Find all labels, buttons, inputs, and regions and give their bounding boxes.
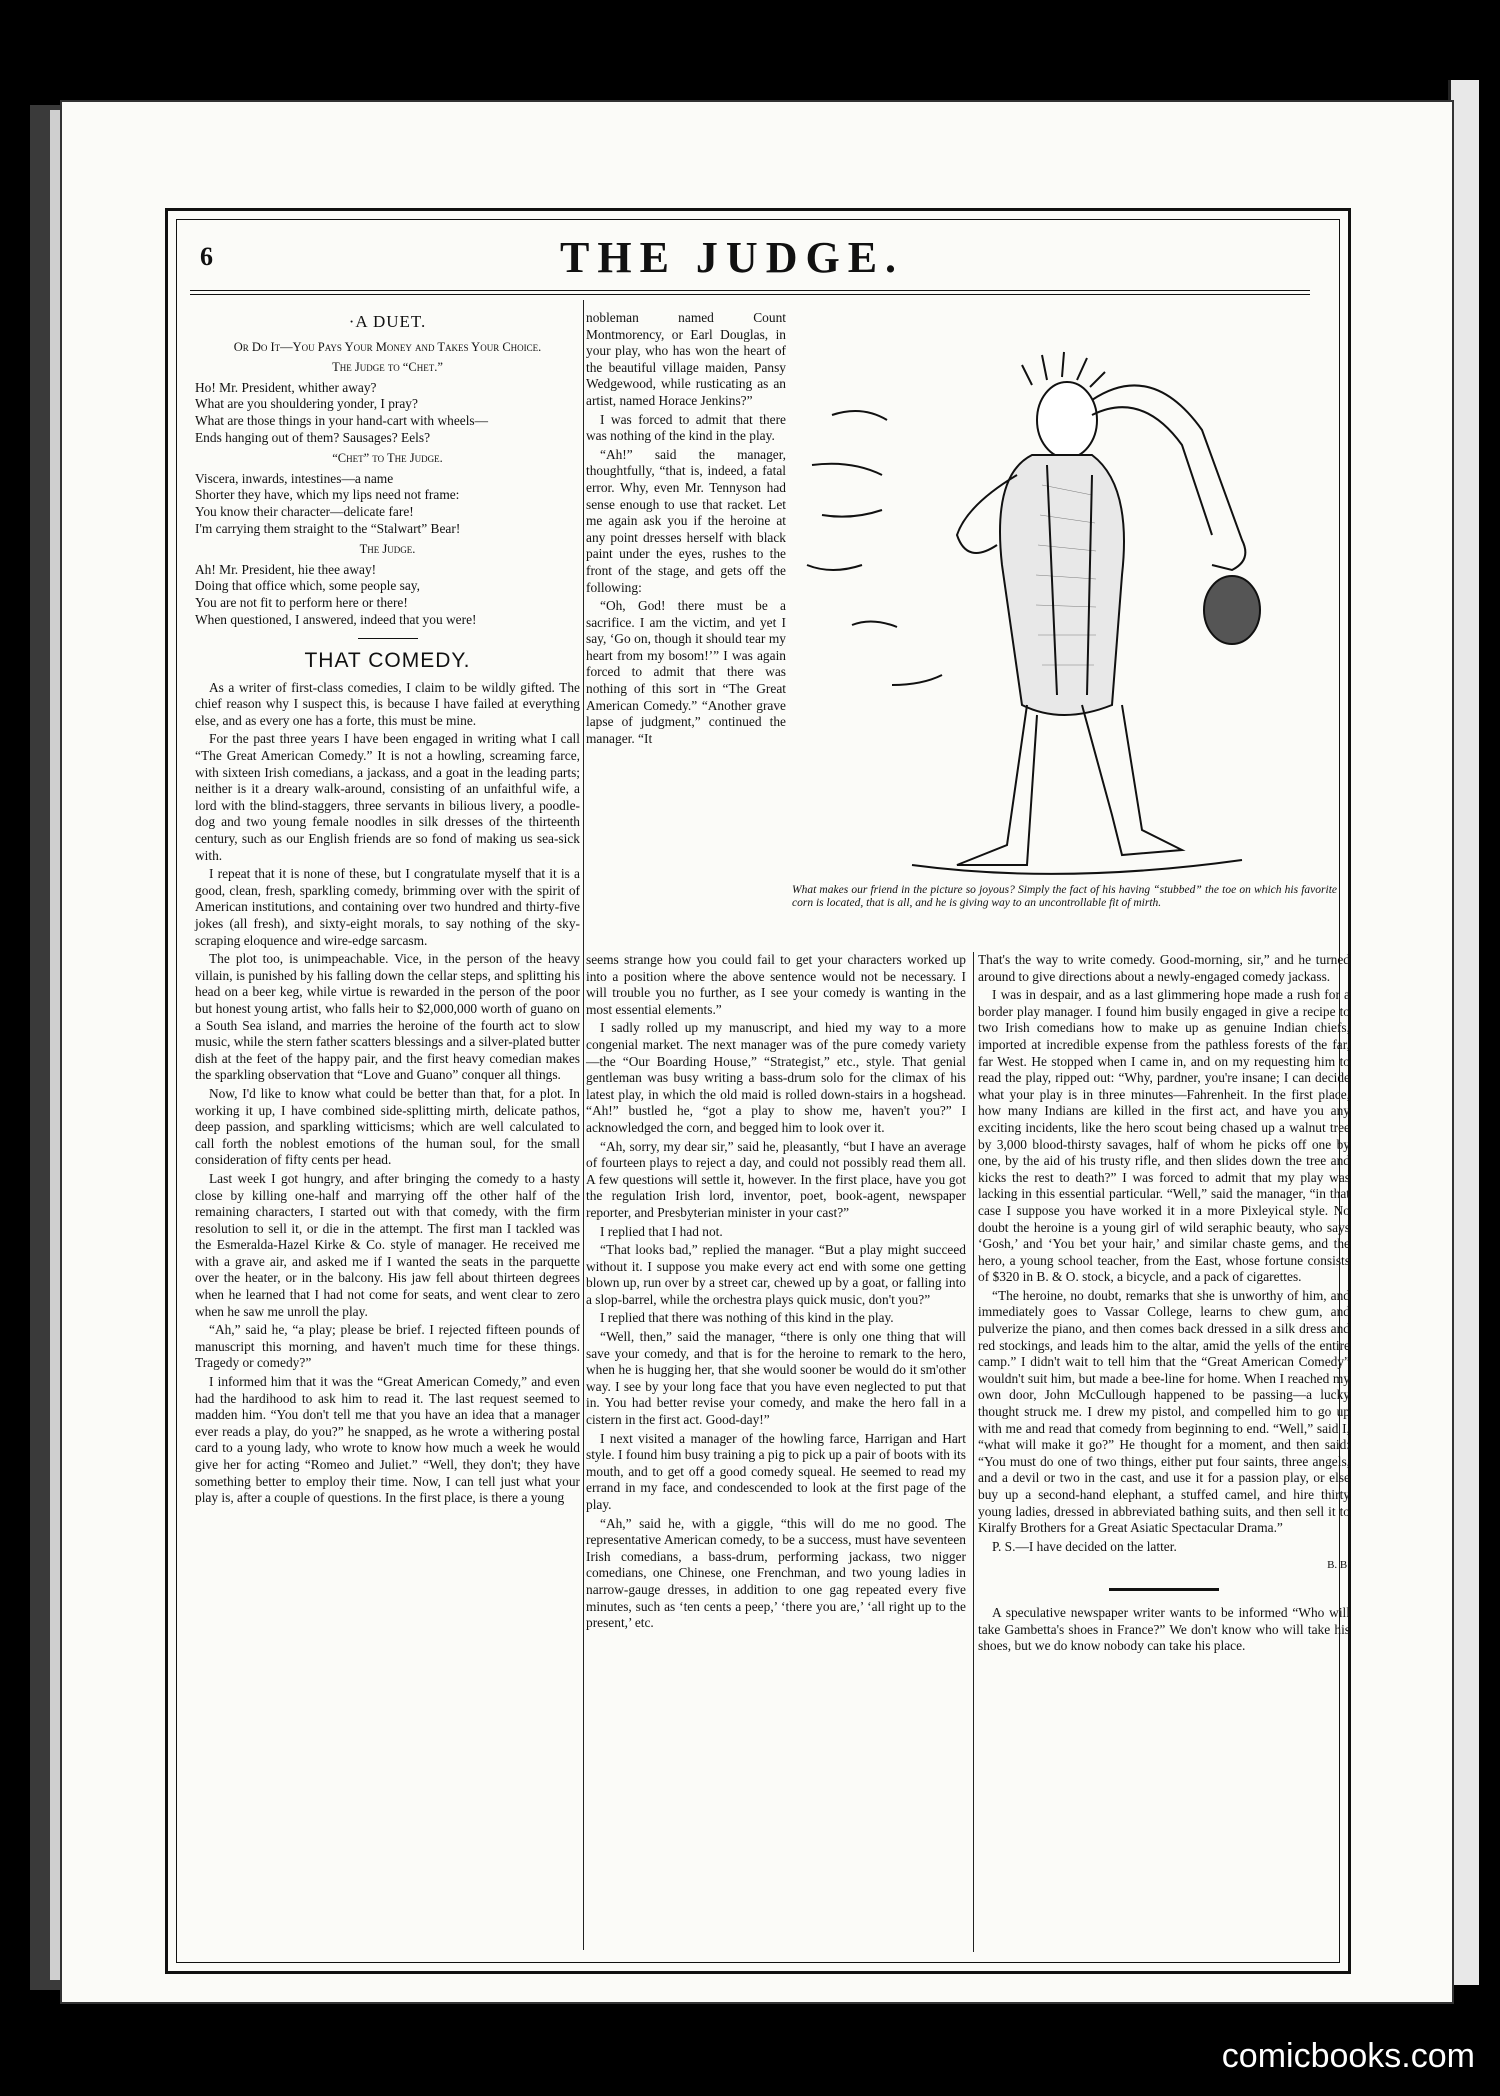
article-paragraph: “Well, then,” said the manager, “there is only one thing that will save your comedy, and that is for the heroine to remark to the hero, when he is hugging her, that she would sooner be would do it sm'other way. I see by your long face that you have even neglected to put that in. You had better revise your comedy, and make the hero fall in a cistern in the first act. Good-day!” xyxy=(586,1329,966,1428)
article-paragraph: “Ah, sorry, my dear sir,” said he, pleasantly, “but I have an average of fourteen plays to reject a day, and could not possibly read them all. A few questions will settle it, however. In the first place, have you got the regulation Irish lord, inventor, poet, book-agent, newspaper reporter, and Presbyterian minister in your cast?” xyxy=(586,1138,966,1220)
author-signature: B. B. xyxy=(1327,1559,1350,1572)
page-number: 6 xyxy=(200,242,213,271)
verse-line: Doing that office which, some people say, xyxy=(195,578,420,594)
verse-line: Shorter they have, which my lips need not frame: xyxy=(195,487,460,503)
verse-line: Viscera, inwards, intestines—a name xyxy=(195,470,394,486)
verse-line: What are those things in your hand-cart with wheels— xyxy=(195,412,489,428)
article-paragraph: For the past three years I have been engaged in writing what I call “The Great American Comedy.” It is not a howling, screaming farce, with sixteen Irish comedians, a jackass, and a goat in the leading parts; neither is it a dreary walk-around, consisting of an unfaithful wife, a lord with the blind-staggers, three servants in bilious livery, a poodle-dog and two young female noodles in silk dresses of the thirteenth century, such as our English friends are so fond of making us sea-sick with. xyxy=(195,731,580,863)
duet-part1-heading: The Judge to “Chet.” xyxy=(332,360,443,375)
article-paragraph: seems strange how you could fail to get your characters worked up into a position where the above sentence would not be necessary. I will trouble you no further, as I see your comedy is wanting in the most essential elements.” xyxy=(586,952,966,1017)
article-paragraph: “Oh, God! there must be a sacrifice. I am the victim, and yet I say, ‘Go on, though it should tear my heart from my bosom!’” I was again forced to admit that there was nothing of this sort in “The Great American Comedy.” “Another grave lapse of judgment,” continued the manager. “It xyxy=(586,598,786,746)
article-paragraph: As a writer of first-class comedies, I claim to be wildly gifted. The chief reason why I suspect this, is because I have failed at everything else, and as every one has a forte, this must be mine. xyxy=(195,679,580,728)
duet-part1-verse xyxy=(195,380,580,446)
duet-subtitle: Or Do It—You Pays Your Money and Takes Your Choice. xyxy=(233,339,542,354)
article-paragraph: “The heroine, no doubt, remarks that she is unworthy of him, and immediately goes to Vassar College, learns to chew gum, and pulverize the piano, and then comes back dressed in a silk dress and red stockings, and leads him to the altar, amid the yells of the entire camp.” I didn't wait to tell him that the “Great American Comedy” wouldn't suit him, but made a bee-line for home. When I reached my own door, John McCullough happened to be passing—a lucky thought struck me. I drew my pistol, and compelled him to go up with me and read that comedy from beginning to end. “Well,” said I, “what will make it go?” He thought for a moment, and then said: “You must do one of two things, either put four saints, three angels, and a devil or two in the cast, and use it for a passion play, or else buy up a second-hand elephant, a stuffed camel, and hire thirty young ladies, dressed in abbreviated bathing suits, and then sell it to Kiralfy Brothers for a Great Asiatic Spectacular Drama.” xyxy=(978,1287,1350,1536)
article-paragraph: Now, I'd like to know what could be better than that, for a plot. In working it up, I have combined side-splitting mirth, delicate pathos, deep passion, and sparkling witticisms; which are well calculated to call forth the noblest emotions of the human soul, for the small consideration of fifty cents per head. xyxy=(195,1085,580,1168)
verse-line: Ends hanging out of them? Sausages? Eels? xyxy=(195,429,431,445)
article-paragraph: “Ah,” said he, “a play; please be brief. I rejected fifteen pounds of manuscript this morning, and haven't much time for these things. Tragedy or comedy?” xyxy=(195,1322,580,1371)
verse-line: Ho! Mr. President, whither away? xyxy=(195,379,377,395)
verse-line: When questioned, I answered, indeed that you were! xyxy=(195,611,477,627)
article-paragraph: I was forced to admit that there was nothing of the kind in the play. xyxy=(586,411,786,444)
article-paragraph: I repeat that it is none of these, but I congratulate myself that it is a good, clean, fresh, sparkling comedy, brimming over with the spirit of American institutions, and containing over two hundred and thirty-five jokes (all fresh), and sixty-eight morals, to say nothing of the sky-scraping eloquence and wire-edge sarcasm. xyxy=(195,866,580,948)
column-3 xyxy=(586,952,966,1634)
verse-line: You know their character—delicate fare! xyxy=(195,503,414,519)
motion-line xyxy=(832,411,887,420)
article-paragraph: “That looks bad,” replied the manager. “But a play might succeed without it. I suppose you make every act end with some one getting blown up, run over by a street car, chewed up by a goat, or falling into a slop-barrel, while the orchestra plays quick music, don't you?” xyxy=(586,1242,966,1307)
article-paragraph: “Ah!” said the manager, thoughtfully, “that is, indeed, a fatal error. Why, even Mr. Tennyson had sense enough to use that racket. Let me again ask you if the heroine at any point dresses herself with black paint under the eyes, rushes to the front of the stage, and gets off the following: xyxy=(586,446,786,595)
article-title: THAT COMEDY. xyxy=(304,649,471,673)
article-paragraph: I was in despair, and as a last glimmering hope made a rush for a border play manager. I found him busily engaged in give a recipe to two Irish comedians how to make up as genuine Indian chiefs, imported at incredible expense from the pathless forests of the far, far West. He stopped when I came in, and on my requesting him to read the play, ripped out: “Why, pardner, you're insane; I can decide what your play is in three minutes—Fahrenheit. In the first place, how many Indians are killed in the first act, and have you any exciting incidents, like the hero scout being chased up a walnut tree by 3,000 blood-thirsty savages, half of whom he picks off one by one, by the aid of his trusty rifle, and then slides down the tree and kicks the rest to death?” I was forced to admit that my play was lacking in this essential particular. “Well,” said the manager, “in that case I suppose you have worked it in a more Pixleyical style. No doubt the heroine is a young girl of wild seraphic beauty, who says ‘Gosh,’ and ‘You bet your hair,’ and similar chaste gems, and the hero, a young school teacher, from the East, whose fortune consists of $320 in B. & O. stock, a bicycle, and a pack of cigarettes. xyxy=(978,987,1350,1285)
column-4 xyxy=(978,952,1350,1657)
duet-part2-heading: “Chet” to The Judge. xyxy=(332,451,443,466)
column-1 xyxy=(195,310,580,1509)
duet-part3-heading: The Judge. xyxy=(359,542,416,557)
verse-line: What are you shouldering yonder, I pray? xyxy=(195,396,418,412)
duet-part3-verse xyxy=(195,562,580,628)
filler-paragraph: A speculative newspaper writer wants to be informed “Who will take Gambetta's shoes in France?” We don't know who will take his shoes, but we do know nobody can take his place. xyxy=(978,1604,1350,1654)
article-paragraph: nobleman named Count Montmorency, or Earl Douglas, in your play, who has won the heart of the beautiful village maiden, Pansy Wedgewood, while rusticating as an artist, named Horace Jenkins?” xyxy=(586,310,786,408)
article-paragraph: P. S.—I have decided on the latter. xyxy=(992,1538,1177,1554)
column-rule-2 xyxy=(973,952,974,1952)
article-paragraph: Last week I got hungry, and after bringing the comedy to a hasty close by killing one-half and marrying off the other half of the remaining characters, I started out with that comedy, with the firm resolution to sell it, or die in the attempt. The first man I tackled was the Esmeralda-Hazel Kirke & Co. style of manager. He received me with a grave air, and asked me if I wanted the seats in the parquette over the heater, or in the balcony. His jaw fell about thirteen degrees when he learned that I had not come for seats, and went clear to zero when he saw me unroll the play. xyxy=(195,1170,580,1319)
column-rule-1 xyxy=(583,300,584,1950)
illustration-man-clutching-head xyxy=(792,325,1322,885)
section-divider xyxy=(358,638,418,639)
verse-line: I'm carrying them straight to the “Stalwart” Bear! xyxy=(195,520,461,536)
article-paragraph: “Ah,” said he, with a giggle, “this will do me no good. The representative American comedy, to be a success, must have seventeen Irish comedians, a bass-drum, performing jackass, two nigger comedians, one Chinese, one Frenchman, and two young ladies in narrow-gauge dresses, in addition to one gag repeated every five minutes, such as ‘ten cents a peep,’ ‘there you are,’ ‘all right up to the present,’ etc. xyxy=(586,1515,966,1631)
masthead-rule-top xyxy=(190,290,1310,291)
verse-line: Ah! Mr. President, hie thee away! xyxy=(195,561,377,577)
article-paragraph: That's the way to write comedy. Good-morning, sir,” and he turned around to give directions about a newly-engaged comedy jackass. xyxy=(978,952,1350,984)
article-paragraph: I informed him that it was the “Great American Comedy,” and even had the hardihood to ask him to read it. The last request seemed to madden him. “You don't tell me that you have an idea that a manager ever reads a play, do you?” he snapped, as he wrote a withering postal card to a young lady, who wrote to know how much a week he would give her for acting “Romeo and Juliet.” “Well, they don't; they have something better to employ their time. Now, I can tell just what your play is, after a couple of questions. In the first place, is there a young xyxy=(195,1374,580,1506)
article-paragraph: I replied that I had not. xyxy=(600,1223,723,1239)
duet-title: ·A DUET. xyxy=(348,312,427,331)
section-divider xyxy=(1109,1588,1219,1591)
article-paragraph: I next visited a manager of the howling farce, Harrigan and Hart style. I found him busy training a pig to pick up a pair of boots with its mouth, and to get off a good comedy squeal. He seemed to read my errand in my face, and condescended to look at the first page of the play. xyxy=(586,1430,966,1512)
article-paragraph: The plot too, is unimpeachable. Vice, in the person of the heavy villain, is punished by his falling down the cellar steps, and splitting his head on a beer keg, while virtue is rewarded in the person of the poor but honest young artist, who falls heir to $2,000,000 worth of guano on a South Sea island, and marries the heroine of the fourth act to slow music, while the stern father scatters blessings and a silver-plated butter dish at the feet of the happy pair, and the first heavy comedian makes the sparkling observation that “Love and Guano” conquer all things. xyxy=(195,951,580,1083)
article-paragraph: I sadly rolled up my manuscript, and hied my way to a more congenial market. The next manager was of the pure comedy variety—the “Our Boarding House,” “Strategist,” etc., style. That genial gentleman was busy writing a bass-drum solo for the climax of his latest play, in which the old maid is rolled down-stairs in a hogshead. “Ah!” bustled he, “got a play to show me, haven't you?” I acknowledged the corn, and begged him to look over it. xyxy=(586,1020,966,1135)
illustration-caption: What makes our friend in the picture so joyous? Simply the fact of his having “stubbed” the toe on which his favorite corn is located, that is all, and he is giving way to an uncontrollable fit of mirth. xyxy=(792,884,1337,909)
watermark: comicbooks.com xyxy=(1221,2037,1475,2075)
duet-part2-verse xyxy=(195,471,580,537)
article-paragraph: I replied that there was nothing of this kind in the play. xyxy=(600,1310,894,1326)
column-2 xyxy=(586,310,786,749)
masthead-rule-bottom xyxy=(190,294,1310,295)
masthead-title: THE JUDGE. xyxy=(560,233,905,282)
verse-line: You are not fit to perform here or there! xyxy=(195,594,408,610)
